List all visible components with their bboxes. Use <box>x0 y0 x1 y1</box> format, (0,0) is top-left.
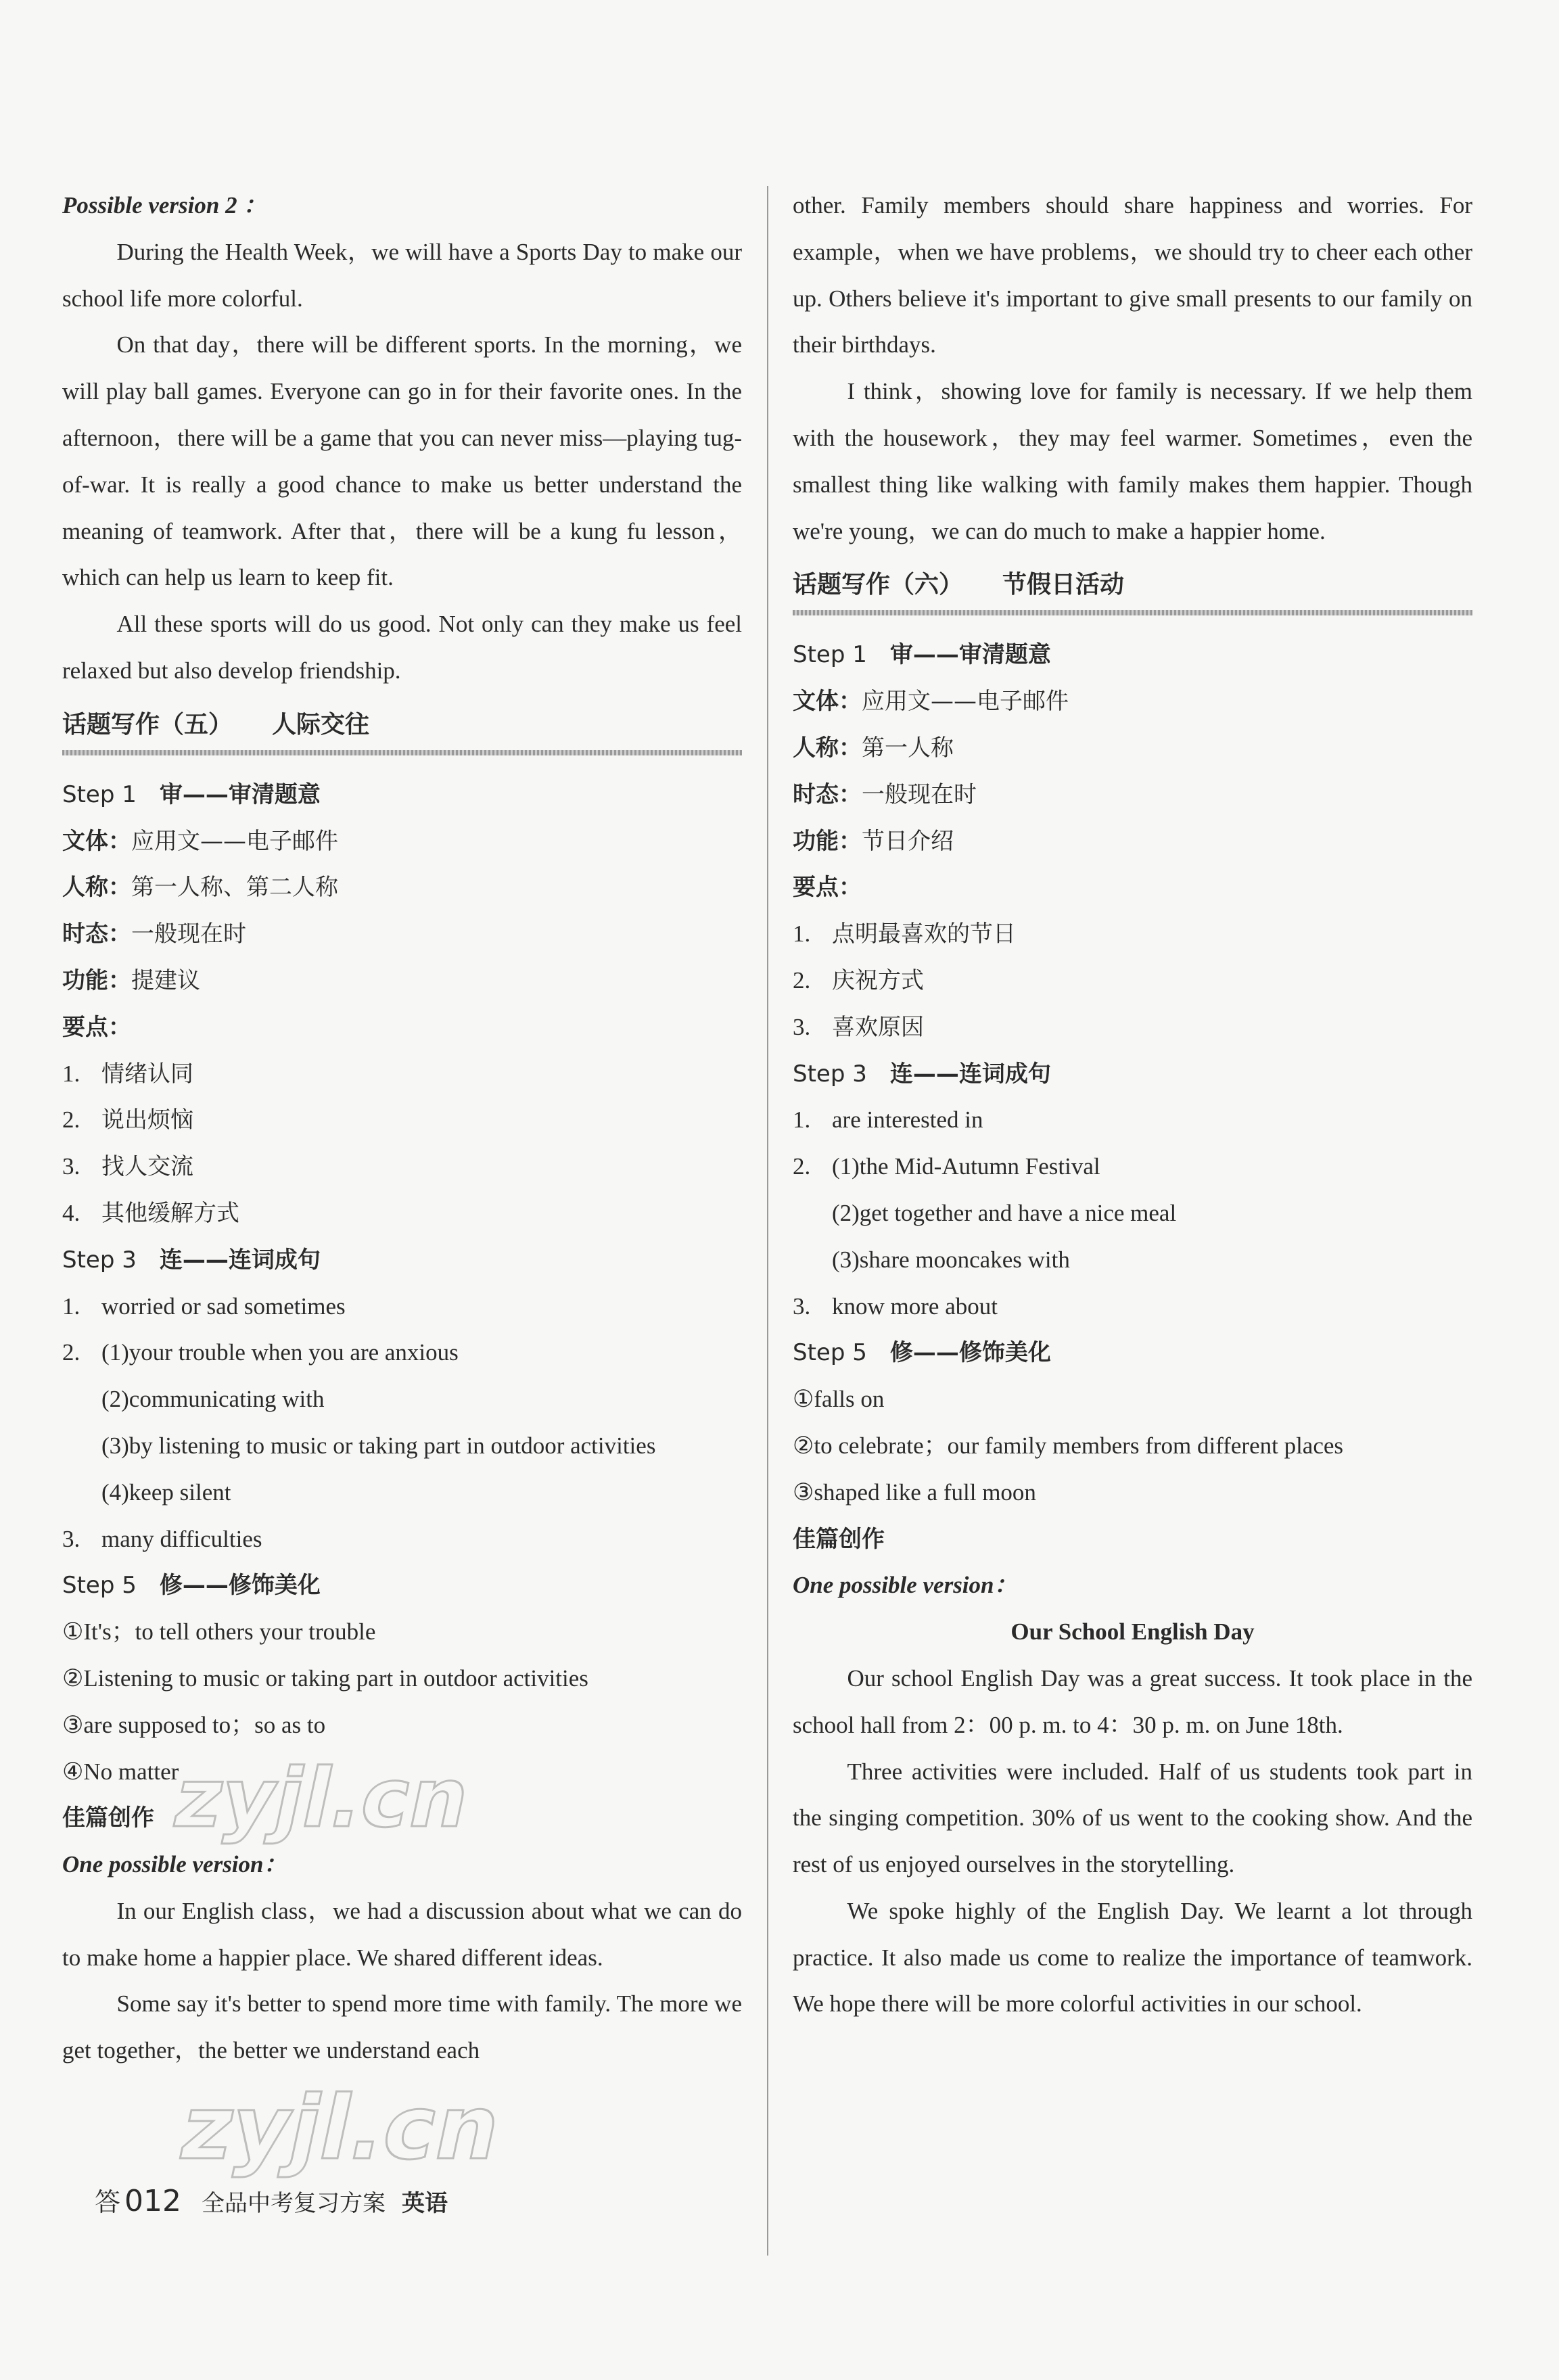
essay-title: Our School English Day <box>1010 1618 1255 1646</box>
info-line: 时态：一般现在时 <box>62 920 246 948</box>
essay-heading: 佳篇创作 <box>62 1804 154 1832</box>
list-item: 2. (1)your trouble when you are anxious <box>62 1339 459 1366</box>
section-name: 人际交往 <box>272 710 370 739</box>
section-rule <box>793 610 1472 615</box>
paragraph: In our English class，we had a discussion about what we can do to make home a happier place. We shared different ideas. <box>62 1897 742 1971</box>
paragraph: Three activities were included. Half of us students took part in the singing competition. 30% of us went to the cooking show. And the rest of us enjoyed ourselves in the storytelling. <box>793 1758 1472 1878</box>
list-item: 3. 找人交流 <box>62 1153 193 1181</box>
info-line: 功能：节日介绍 <box>793 827 954 855</box>
list-subitem: (3)by listening to music or taking part in outdoor activities <box>101 1432 656 1459</box>
version-label: One possible version： <box>62 1851 287 1878</box>
paragraph: On that day，there will be different sports. In the morning，we will play ball games. Everyone can go in for their favorite ones. In the afternoon，there will be a game that you can never miss—playing tug-of-war. It is really a good chance to make us better understand the meaning of teamwork. After that，there will be a kung fu lesson，which can help us learn to keep fit. <box>62 331 742 591</box>
step-heading: Step 5 修——修饰美化 <box>62 1572 321 1600</box>
paragraph: We spoke highly of the English Day. We learnt a lot through practice. It also made us come to realize the importance of teamwork. We hope there will be more colorful activities in our school. <box>793 1897 1472 2017</box>
essay-heading: 佳篇创作 <box>793 1525 885 1553</box>
section-title <box>62 699 742 760</box>
page-footer <box>95 2181 448 2222</box>
list-item: 2. 说出烦恼 <box>62 1106 193 1134</box>
paragraph: Our school English Day was a great success. It took place in the school hall from 2：00 p. m. to 4：30 p. m. on June 18th. <box>793 1664 1472 1738</box>
answer-label: 答 <box>95 2187 121 2217</box>
list-item: 3. 喜欢原因 <box>793 1013 924 1041</box>
book-title: 全品中考复习方案 <box>202 2190 386 2217</box>
info-line: 要点： <box>62 1013 131 1041</box>
version-label: Possible version 2 ： <box>62 192 267 218</box>
page-number: 012 <box>124 2184 181 2218</box>
paragraph: All these sports will do us good. Not only can they make us feel relaxed but also develop friendship. <box>62 611 742 684</box>
info-line: 要点： <box>793 874 862 902</box>
list-item: 1. are interested in <box>793 1106 983 1134</box>
watermark-logo: zyjl.cn <box>171 2076 511 2179</box>
section-title <box>793 559 1472 620</box>
list-item: 3. many difficulties <box>62 1525 262 1552</box>
step-heading: Step 3 连——连词成句 <box>793 1060 1051 1088</box>
list-item: 1. 情绪认同 <box>62 1060 193 1088</box>
section-number: 话题写作（五） <box>62 710 233 739</box>
list-item: 4. 其他缓解方式 <box>62 1199 239 1227</box>
list-item: 3. know more about <box>793 1292 998 1320</box>
section-rule <box>62 750 742 755</box>
paragraph: other. Family members should share happiness and worries. For example，when we have problems，we should try to cheer each other up. Others believe it's important to give small presents to our family on their birthdays. <box>793 192 1472 358</box>
paragraph: I think，showing love for family is necessary. If we help them with the housework，they may feel warmer. Sometimes，even the smallest thing like walking with family makes them happier. Though we're young，we can do much to make a happier home. <box>793 378 1472 544</box>
subject-label: 英语 <box>402 2190 448 2217</box>
list-item: ②Listening to music or taking part in outdoor activities <box>62 1664 588 1691</box>
list-item: 1. worried or sad sometimes <box>62 1292 346 1320</box>
list-item: 1. 点明最喜欢的节日 <box>793 920 1016 948</box>
list-item: ②to celebrate；our family members from different places <box>793 1432 1344 1459</box>
list-subitem: (2)communicating with <box>101 1386 325 1413</box>
paragraph: Some say it's better to spend more time with family. The more we get together，the better we understand each <box>62 1990 742 2064</box>
step-heading: Step 1 审——审清题意 <box>793 641 1051 669</box>
step-heading: Step 3 连——连词成句 <box>62 1246 321 1274</box>
list-item: ①falls on <box>793 1386 885 1413</box>
list-subitem: (3)share mooncakes with <box>832 1246 1070 1273</box>
info-line: 人称：第一人称 <box>793 734 954 762</box>
list-item: ①It's；to tell others your trouble <box>62 1618 376 1646</box>
list-item: ③are supposed to；so as to <box>62 1711 326 1738</box>
section-name: 节假日活动 <box>1002 571 1125 599</box>
section-number: 话题写作（六） <box>793 571 964 599</box>
list-subitem: (2)get together and have a nice meal <box>832 1199 1177 1226</box>
info-line: 文体：应用文——电子邮件 <box>62 827 338 855</box>
right-column <box>793 183 1472 2028</box>
list-item: ③shaped like a full moon <box>793 1478 1036 1506</box>
list-subitem: (4)keep silent <box>101 1478 231 1506</box>
list-item: ④No matter <box>62 1758 179 1785</box>
watermark-logo: zyjl.cn <box>166 1752 479 1846</box>
info-line: 人称：第一人称、第二人称 <box>62 874 338 902</box>
column-divider <box>767 186 768 2256</box>
paragraph: During the Health Week，we will have a Sports Day to make our school life more colorful. <box>62 238 742 312</box>
version-label: One possible version： <box>793 1572 1018 1599</box>
list-item: 2. (1)the Mid-Autumn Festival <box>793 1153 1100 1180</box>
info-line: 时态：一般现在时 <box>793 780 977 808</box>
list-item: 2. 庆祝方式 <box>793 966 924 994</box>
info-line: 功能：提建议 <box>62 966 200 994</box>
step-heading: Step 1 审——审清题意 <box>62 780 321 808</box>
info-line: 文体：应用文——电子邮件 <box>793 688 1069 716</box>
step-heading: Step 5 修——修饰美化 <box>793 1339 1051 1367</box>
